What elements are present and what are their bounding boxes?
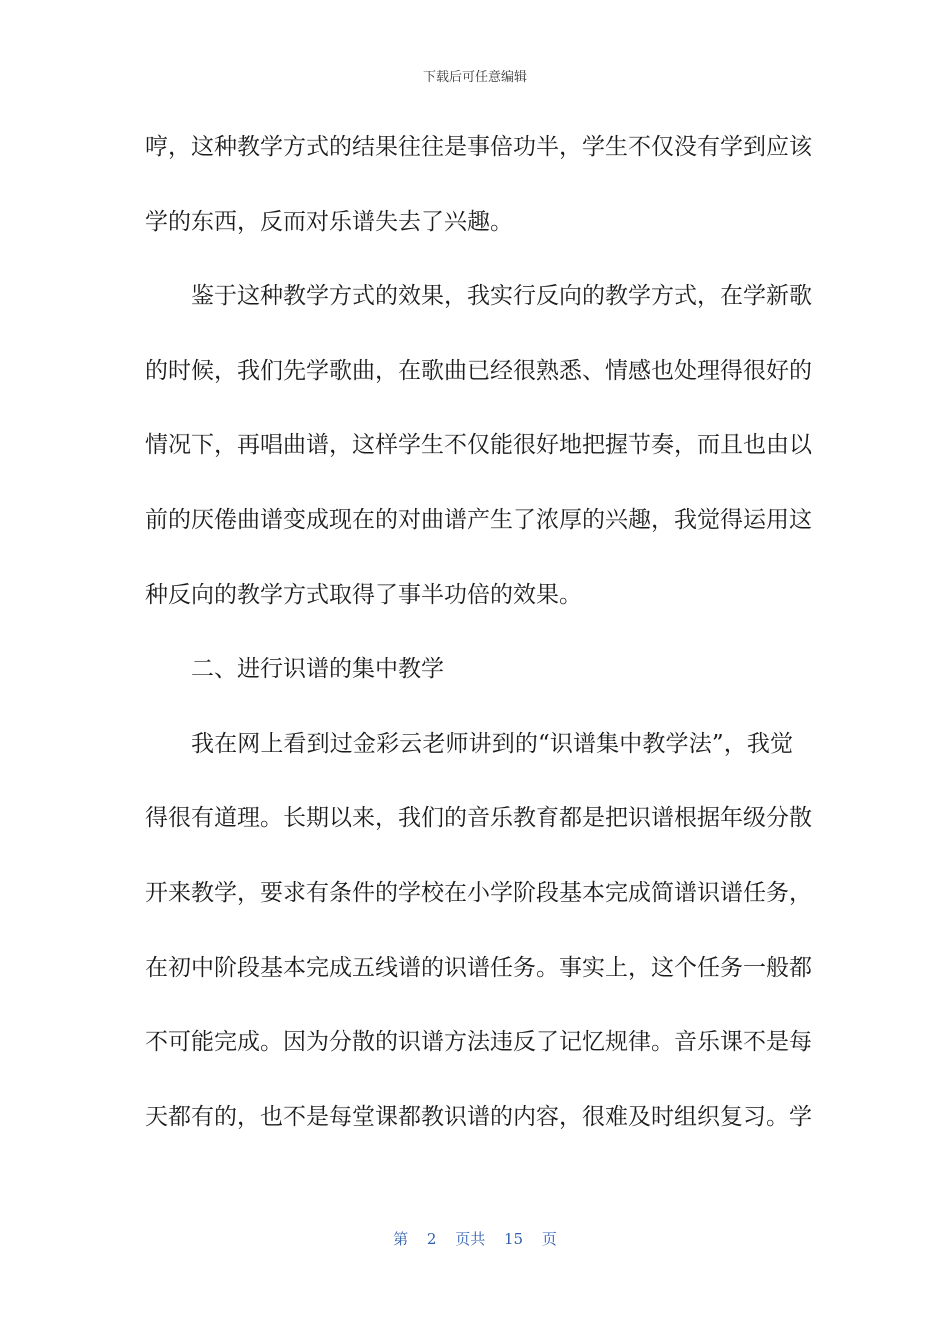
document-body <box>145 110 812 1154</box>
text-line: 天都有的，也不是每堂课都教识谱的内容，很难及时组织复习。学 <box>145 1103 812 1130</box>
text-line: 学的东西，反而对乐谱失去了兴趣。 <box>145 208 513 235</box>
text-line: 得很有道理。长期以来，我们的音乐教育都是把识谱根据年级分散 <box>145 805 812 832</box>
current-page-number: 2 <box>426 1230 437 1248</box>
page-header: 下载后可任意编辑 <box>422 70 527 85</box>
text-line: 在初中阶段基本完成五线谱的识谱任务。事实上，这个任务一般都 <box>145 954 812 981</box>
text-line: 情况下，再唱曲谱，这样学生不仅能很好地把握节奏，而且也由以 <box>145 432 812 459</box>
total-page-count: 15 <box>504 1230 524 1248</box>
text-line: 哼，这种教学方式的结果往往是事倍功半，学生不仅没有学到应该 <box>145 134 812 160</box>
text-line: 种反向的教学方式取得了事半功倍的效果。 <box>145 581 582 608</box>
section-heading: 二、进行识谱的集中教学 <box>191 656 444 683</box>
text-line: 我在网上看到过金彩云老师讲到的“识谱集中教学法”，我觉 <box>191 730 793 757</box>
footer-suffix: 页 <box>541 1230 557 1248</box>
text-line: 的时候，我们先学歌曲，在歌曲已经很熟悉、情感也处理得很好的 <box>145 357 812 384</box>
text-line: 前的厌倦曲谱变成现在的对曲谱产生了浓厚的兴趣，我觉得运用这 <box>145 506 812 533</box>
text-line: 开来教学，要求有条件的学校在小学阶段基本完成简谱识谱任务， <box>145 879 812 906</box>
footer-prefix: 第 <box>393 1230 409 1248</box>
footer-middle: 页共 <box>455 1230 486 1248</box>
text-line: 不可能完成。因为分散的识谱方法违反了记忆规律。音乐课不是每 <box>145 1029 812 1056</box>
page-footer <box>0 1228 950 1249</box>
text-line: 鉴于这种教学方式的效果，我实行反向的教学方式，在学新歌 <box>191 283 812 310</box>
